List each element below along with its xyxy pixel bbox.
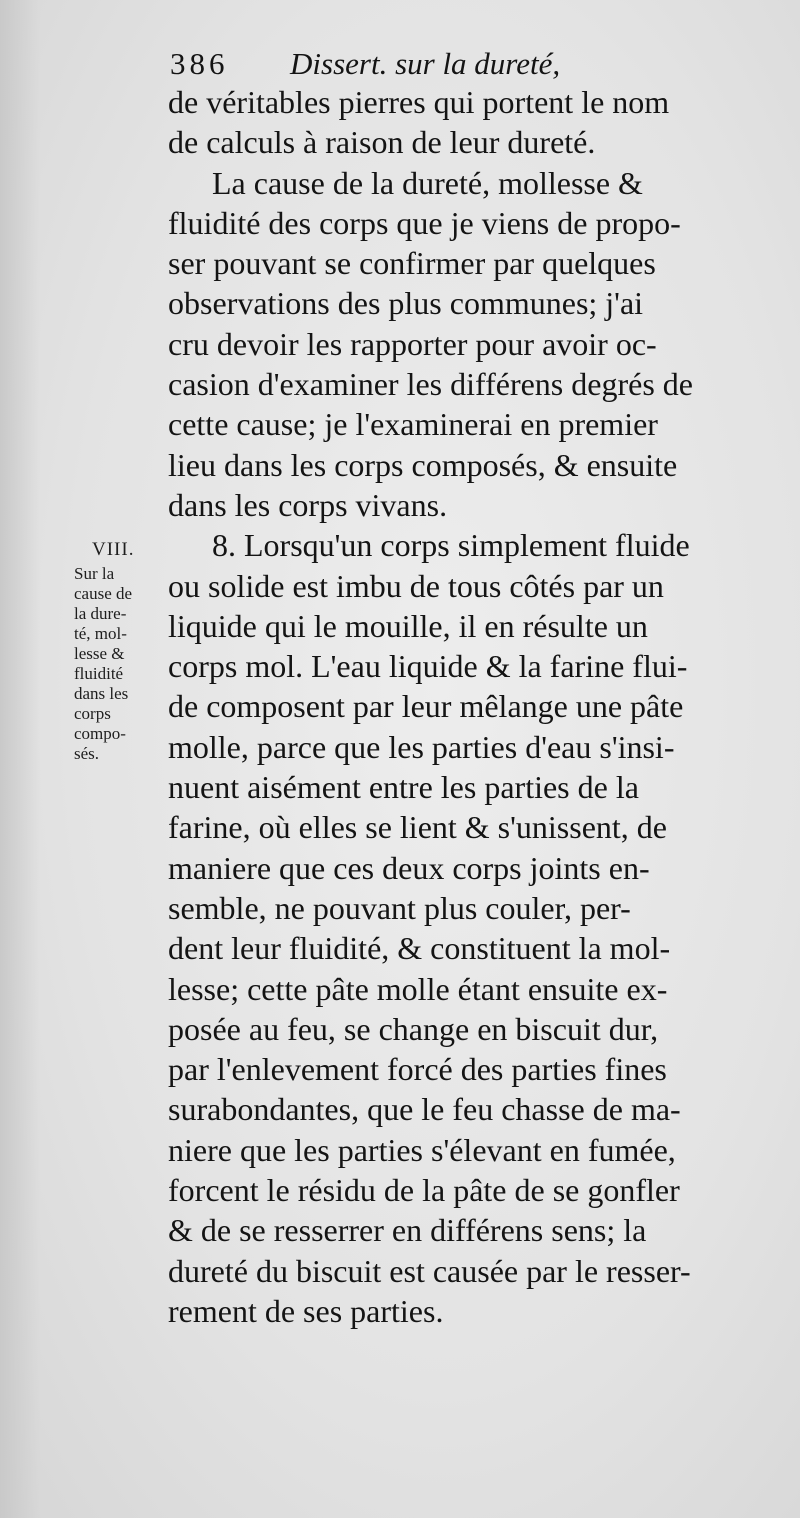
marginal-note-number: VIII. [92, 539, 135, 560]
text-line: nuent aisément entre les parties de la [168, 769, 639, 806]
text-line: cette cause; je l'examinerai en premier [168, 406, 658, 443]
paragraph-start-line: La cause de la dureté, mollesse & [212, 164, 643, 201]
marginal-note-line: fluidité [74, 664, 124, 683]
gutter-shadow [0, 0, 40, 1518]
text-line: de composent par leur mêlange une pâte [168, 688, 684, 725]
marginal-note-line: lesse & [74, 644, 125, 663]
text-line: cru devoir les rapporter pour avoir oc- [168, 325, 657, 362]
text-line: posée au feu, se change en biscuit dur, [168, 1010, 659, 1047]
marginal-note-line: dans les [74, 684, 129, 703]
text-line: niere que les parties s'élevant en fumée, [168, 1131, 676, 1168]
marginal-note-line: la dure- [74, 604, 127, 623]
marginal-note-line: cause de [74, 584, 133, 603]
text-line: farine, où elles se lient & s'unissent, de [168, 809, 667, 846]
text-line: de calculs à raison de leur dureté. [168, 124, 596, 161]
text-line: ser pouvant se confirmer par quelques [168, 245, 656, 282]
text-line: & de se resserrer en différens sens; la [168, 1212, 647, 1249]
text-line: de véritables pierres qui portent le nom [168, 84, 670, 120]
text-line: ou solide est imbu de tous côtés par un [168, 567, 664, 604]
text-line: rement de ses parties. [168, 1292, 444, 1329]
text-line: liquide qui le mouille, il en résulte un [168, 607, 648, 644]
marginal-note [74, 540, 166, 764]
text-line: observations des plus communes; j'ai [168, 285, 644, 322]
text-line: dureté du biscuit est causée par le resser- [168, 1252, 691, 1289]
text-line: dans les corps vivans. [168, 486, 448, 523]
marginal-note-line: sés. [74, 744, 100, 763]
text-line: lieu dans les corps composés, & ensuite [168, 446, 678, 483]
marginal-note-line: té, mol- [74, 624, 127, 643]
marginal-note-line: corps [74, 704, 111, 723]
body-text [168, 82, 758, 1331]
page-number: 386 [170, 46, 229, 81]
text-line: molle, parce que les parties d'eau s'insi- [168, 728, 675, 765]
running-title: Dissert. sur la dureté, [290, 46, 561, 81]
text-line: par l'enlevement forcé des parties fines [168, 1051, 667, 1088]
text-line: maniere que ces deux corps joints en- [168, 849, 650, 886]
paragraph-start-line: 8. Lorsqu'un corps simplement fluide [212, 527, 690, 564]
text-line: lesse; cette pâte molle étant ensuite ex- [168, 970, 668, 1007]
text-line: corps mol. L'eau liquide & la farine flui- [168, 648, 688, 685]
marginal-note-line: compo- [74, 724, 126, 743]
text-line: fluidité des corps que je viens de propo- [168, 204, 681, 241]
text-line: surabondantes, que le feu chasse de ma- [168, 1091, 681, 1128]
text-line: forcent le résidu de la pâte de se gonfler [168, 1172, 680, 1209]
marginal-note-line: Sur la [74, 564, 115, 583]
text-line: dent leur fluidité, & constituent la mol- [168, 930, 671, 967]
text-line: casion d'examiner les différens degrés de [168, 366, 693, 403]
text-line: semble, ne pouvant plus couler, per- [168, 889, 631, 926]
